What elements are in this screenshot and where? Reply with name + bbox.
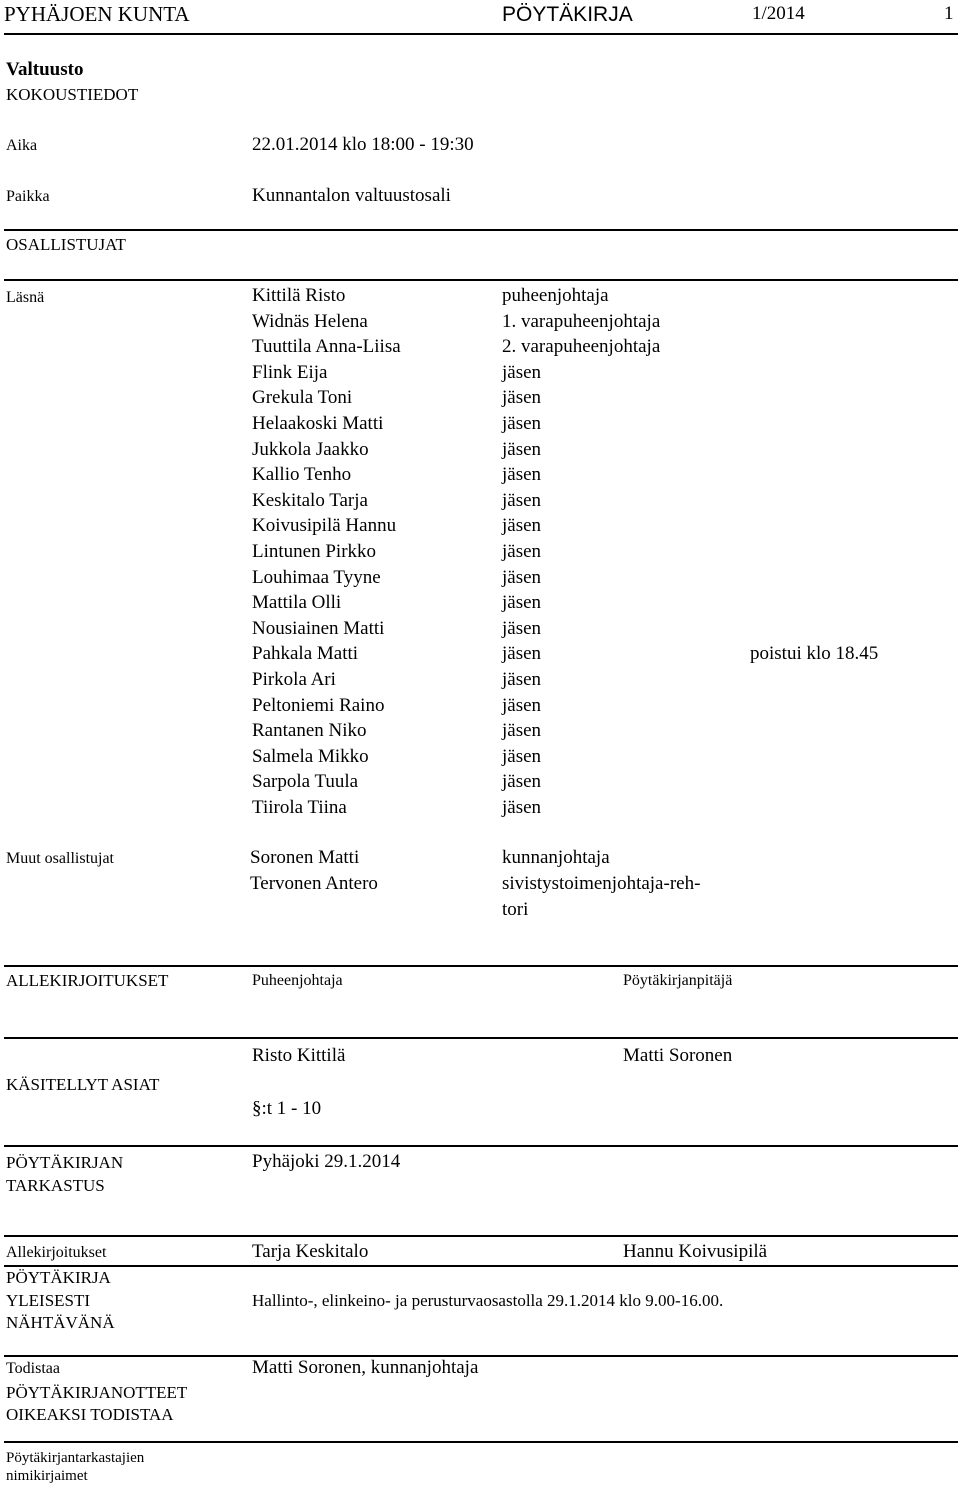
review-sign-label: Allekirjoitukset — [6, 1244, 107, 1261]
time-value: 22.01.2014 klo 18:00 - 19:30 — [252, 134, 474, 155]
meeting-info-heading: KOKOUSTIEDOT — [6, 85, 139, 104]
member-name: Tiirola Tiina — [252, 797, 347, 818]
member-row — [252, 336, 952, 362]
member-row — [252, 567, 952, 593]
member-row — [252, 592, 952, 618]
initials-divider — [4, 1441, 958, 1443]
member-name: Sarpola Tuula — [252, 771, 359, 793]
other-person-name: Tervonen Antero — [250, 873, 378, 894]
member-role: jäsen — [502, 387, 542, 409]
chair-label: Puheenjohtaja — [252, 972, 343, 989]
member-name: Kittilä Risto — [252, 285, 346, 306]
member-name: Widnäs Helena — [252, 310, 368, 332]
member-role: jäsen — [502, 541, 542, 562]
member-row — [252, 515, 952, 541]
member-row — [252, 285, 952, 311]
member-role: jäsen — [502, 694, 542, 716]
handled-divider — [4, 1037, 958, 1039]
member-note: poistui klo 18.45 — [750, 643, 879, 665]
reviewer-name: Hannu Koivusipilä — [623, 1241, 768, 1262]
member-role: jäsen — [502, 643, 542, 665]
participants-divider — [4, 229, 958, 231]
member-name: Jukkola Jaakko — [252, 438, 369, 460]
member-row — [252, 362, 952, 388]
member-row — [252, 771, 952, 797]
certify-value: Matti Soronen, kunnanjohtaja — [252, 1357, 479, 1378]
present-label: Läsnä — [6, 289, 45, 306]
member-role: jäsen — [502, 515, 542, 537]
header-divider — [4, 33, 958, 35]
member-name: Mattila Olli — [252, 592, 342, 614]
member-row — [252, 311, 952, 337]
time-label: Aika — [6, 137, 38, 154]
sign-divider — [4, 1235, 958, 1237]
reviewer-name: Tarja Keskitalo — [252, 1241, 369, 1262]
member-row — [252, 643, 952, 669]
participants-heading: OSALLISTUJAT — [6, 235, 126, 254]
secretary-name: Matti Soronen — [623, 1045, 733, 1066]
public-label-line2: YLEISESTI — [6, 1291, 91, 1310]
member-role: jäsen — [502, 464, 542, 486]
member-role: jäsen — [502, 489, 542, 511]
member-role: jäsen — [502, 413, 542, 434]
initials-label-line2: nimikirjaimet — [6, 1468, 88, 1484]
member-role: jäsen — [502, 771, 542, 793]
member-row — [252, 695, 952, 721]
member-role: 1. varapuheenjohtaja — [502, 310, 661, 332]
extracts-label-line2: OIKEAKSI TODISTAA — [6, 1405, 174, 1424]
member-name: Flink Eija — [252, 361, 328, 383]
member-row — [252, 413, 952, 439]
document-number: 1/2014 — [752, 3, 805, 24]
initials-label-line1: Pöytäkirjantarkastajien — [6, 1450, 145, 1466]
member-row — [252, 439, 952, 465]
member-row — [252, 720, 952, 746]
member-role: jäsen — [502, 566, 542, 588]
member-name: Keskitalo Tarja — [252, 489, 368, 511]
member-row — [252, 797, 952, 823]
member-row — [252, 387, 952, 413]
public-value: Hallinto-, elinkeino- ja perusturvaosastolla 29.1.2014 klo 9.00-16.00. — [252, 1291, 724, 1310]
place-value: Kunnantalon valtuustosali — [252, 185, 451, 206]
extracts-label-line1: PÖYTÄKIRJANOTTEET — [6, 1383, 188, 1402]
member-name: Koivusipilä Hannu — [252, 515, 397, 537]
member-name: Pahkala Matti — [252, 643, 359, 665]
review-label-line1: PÖYTÄKIRJAN — [6, 1153, 124, 1172]
review-label-line2: TARKASTUS — [6, 1176, 105, 1195]
page-number: 1 — [944, 3, 954, 24]
chair-name: Risto Kittilä — [252, 1045, 346, 1066]
signatures-heading: ALLEKIRJOITUKSET — [6, 971, 169, 990]
member-row — [252, 541, 952, 567]
member-name: Salmela Mikko — [252, 745, 369, 767]
member-name: Peltoniemi Raino — [252, 694, 385, 716]
member-role: jäsen — [502, 720, 542, 742]
member-name: Louhimaa Tyyne — [252, 566, 381, 588]
member-role: jäsen — [502, 797, 542, 818]
member-role: puheenjohtaja — [502, 285, 609, 306]
public-divider — [4, 1265, 958, 1267]
handled-label: KÄSITELLYT ASIAT — [6, 1075, 160, 1094]
member-role: jäsen — [502, 669, 542, 690]
member-row — [252, 746, 952, 772]
member-name: Nousiainen Matti — [252, 617, 385, 639]
certify-label: Todistaa — [6, 1360, 60, 1377]
place-label: Paikka — [6, 188, 50, 205]
member-name: Pirkola Ari — [252, 669, 336, 690]
member-name: Grekula Toni — [252, 387, 353, 409]
handled-value: §:t 1 - 10 — [252, 1098, 322, 1119]
member-role: jäsen — [502, 617, 542, 639]
other-person-name: Soronen Matti — [250, 847, 360, 868]
member-name: Lintunen Pirkko — [252, 541, 377, 562]
review-divider — [4, 1145, 958, 1147]
other-person-role-continued: tori — [502, 899, 529, 920]
member-role: 2. varapuheenjohtaja — [502, 336, 661, 358]
signatures-divider — [4, 965, 958, 967]
municipality-name: PYHÄJOEN KUNTA — [4, 2, 190, 26]
public-label-line1: PÖYTÄKIRJA — [6, 1268, 111, 1287]
present-divider — [4, 279, 958, 281]
member-role: jäsen — [502, 592, 542, 614]
member-row — [252, 464, 952, 490]
member-name: Kallio Tenho — [252, 464, 352, 486]
member-name: Helaakoski Matti — [252, 413, 384, 434]
member-name: Rantanen Niko — [252, 720, 367, 742]
secretary-label: Pöytäkirjanpitäjä — [623, 972, 733, 989]
other-person-role: sivistystoimenjohtaja-reh- — [502, 873, 701, 894]
member-name: Tuuttila Anna-Liisa — [252, 336, 401, 358]
member-row — [252, 490, 952, 516]
other-person-role: kunnanjohtaja — [502, 847, 610, 868]
document-type: PÖYTÄKIRJA — [502, 3, 633, 26]
public-label-line3: NÄHTÄVÄNÄ — [6, 1313, 115, 1332]
review-place-date: Pyhäjoki 29.1.2014 — [252, 1151, 401, 1172]
certify-divider — [4, 1355, 958, 1357]
member-role: jäsen — [502, 438, 542, 460]
others-label: Muut osallistujat — [6, 850, 114, 867]
member-row — [252, 618, 952, 644]
member-role: jäsen — [502, 361, 542, 383]
body-name: Valtuusto — [6, 59, 84, 80]
member-row — [252, 669, 952, 695]
member-role: jäsen — [502, 745, 542, 767]
